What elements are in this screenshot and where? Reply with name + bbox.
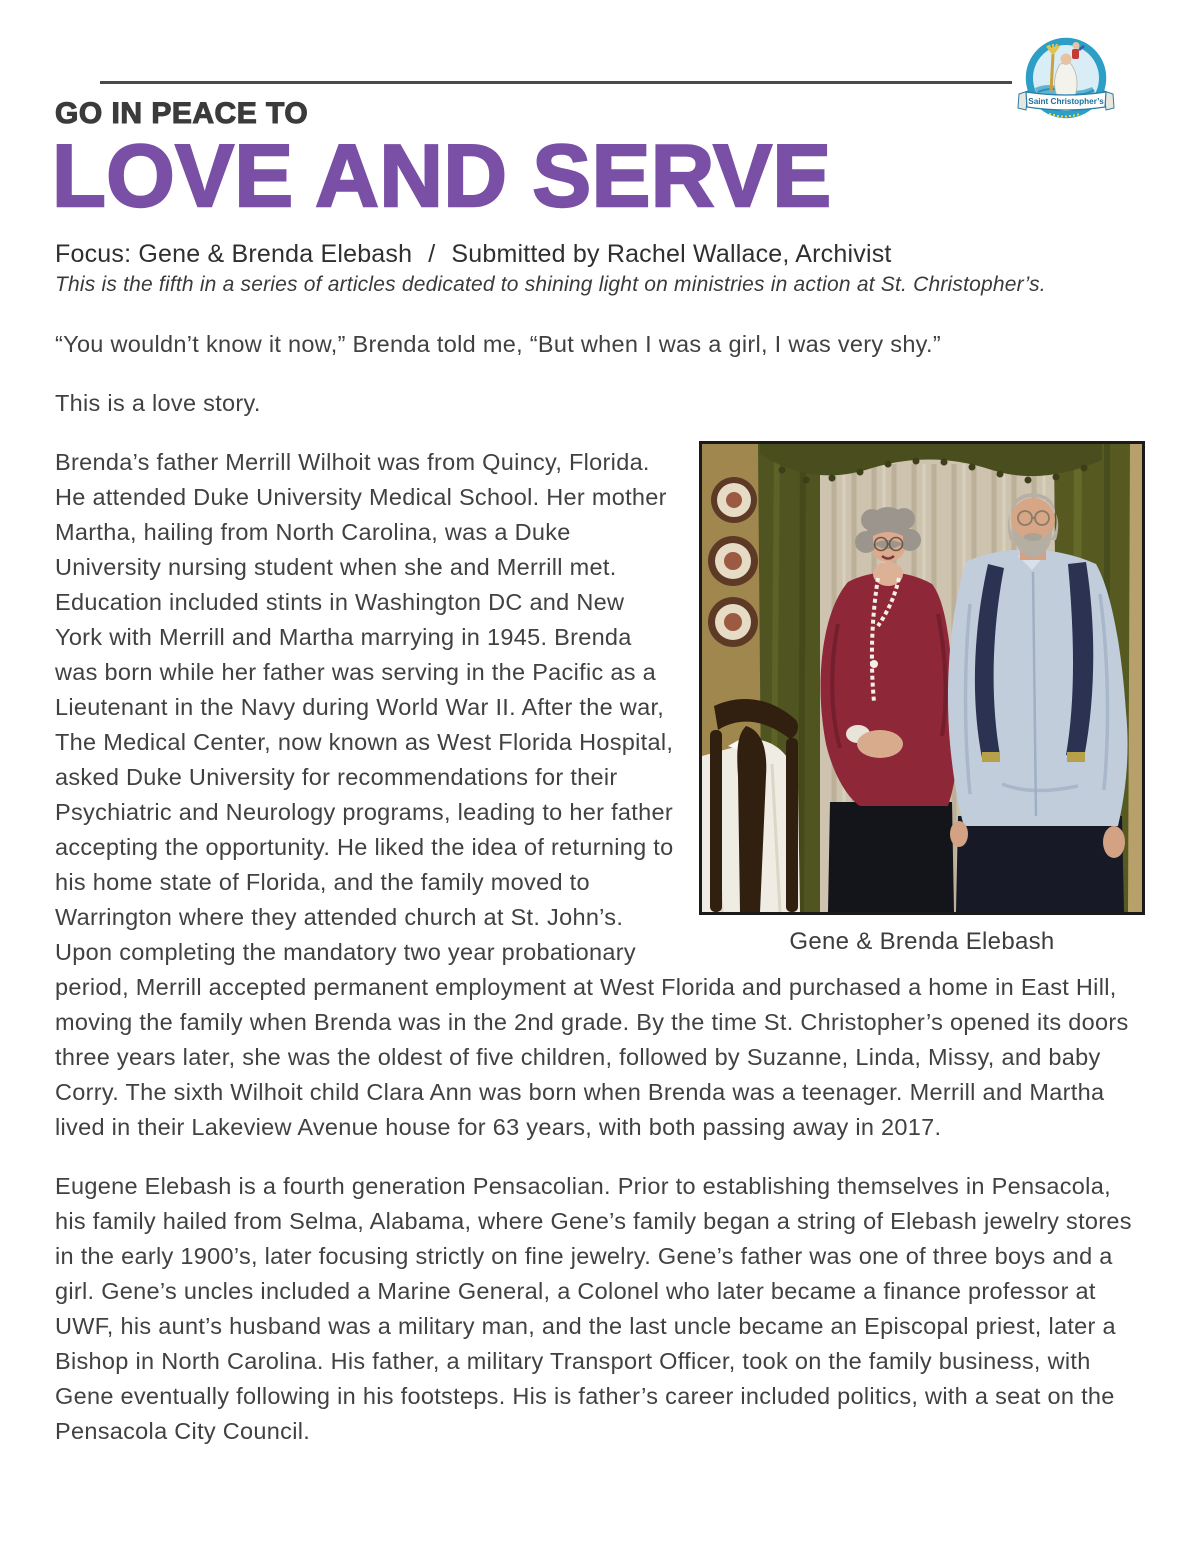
byline-separator: /	[428, 239, 436, 268]
quote-paragraph: “You wouldn’t know it now,” Brenda told me, “But when I was a girl, I was very shy.”	[55, 330, 941, 357]
photo-caption: Gene & Brenda Elebash	[789, 927, 1055, 955]
byline-submitted: Submitted by Rachel Wallace, Archivist	[451, 239, 892, 268]
paragraph-eugene: Eugene Elebash is a fourth generation Pensacolian. Prior to establishing themselves in Pensacola, his family hailed from Selma, Alabama, where Gene’s family began a string of Elebash jewelry stores in the early 1900’s, later focusing strictly on fine jewelry. Gene’s father was one of three boys and a girl. Gene’s uncles included a Marine General, a Colonel who later became a finance professor at UWF, his aunt’s husband was a military man, and the last uncle became an Episcopal priest, later a Bishop in North Carolina. His father, a military Transport Officer, took on the family business, with Gene eventually following in his footsteps. His is father’s career included politics, with a seat on the Pensacola City Council.	[55, 1172, 1132, 1444]
page-title: LOVE AND SERVE	[52, 126, 832, 225]
paragraph-brenda: Brenda’s father Merrill Wilhoit was from Quincy, Florida. He attended Duke University Medical School. Her mother Martha, hailing from North Carolina, was a Duke University nursing student when she and Merrill met. Education included stints in Washington DC and New York with Merrill and Martha marrying in 1945. Brenda was born while her father was serving in the Pacific as a Lieutenant in the Navy during World War II. After the war, The Medical Center, now known as West Florida Hospital, asked Duke University for recommendations for their Psychiatric and Neurology programs, leading to her father accepting the opportunity. He liked the idea of returning to his home state of Florida, and the family moved to Warrington where they attended church at St. John’s. Upon completing the mandatory two year probationary period, Merrill accepted permanent employment at West Florida and purchased a home in East Hill, moving the family when Brenda was in the 2nd grade. By the time St. Christopher’s opened its doors three years later, she was the oldest of five children, followed by Suzanne, Linda, Missy, and baby Corry. The sixth Wilhoit child Clara Ann was born when Brenda was a teenager. Merrill and Martha lived in their Lakeview Avenue house for 63 years, with both passing away in 2017.	[55, 448, 1129, 1140]
saint-christophers-logo-graphic	[1016, 34, 1116, 130]
article-photo	[699, 441, 1145, 915]
series-note: This is the fifth in a series of articles dedicated to shining light on ministries in action at St. Christopher’s.	[55, 272, 1046, 296]
kicker: GO IN PEACE TO	[55, 97, 309, 130]
photo-figure	[699, 441, 1145, 957]
byline-focus: Focus: Gene & Brenda Elebash	[55, 239, 413, 268]
header-rule	[100, 81, 1012, 84]
article-body	[55, 327, 1145, 1449]
byline	[55, 238, 1145, 270]
logo-banner-text: Saint Christopher’s	[1028, 97, 1104, 106]
gene-brenda-photo-graphic	[702, 444, 1142, 912]
love-story-paragraph: This is a love story.	[55, 389, 261, 416]
saint-christophers-logo	[1016, 34, 1116, 130]
